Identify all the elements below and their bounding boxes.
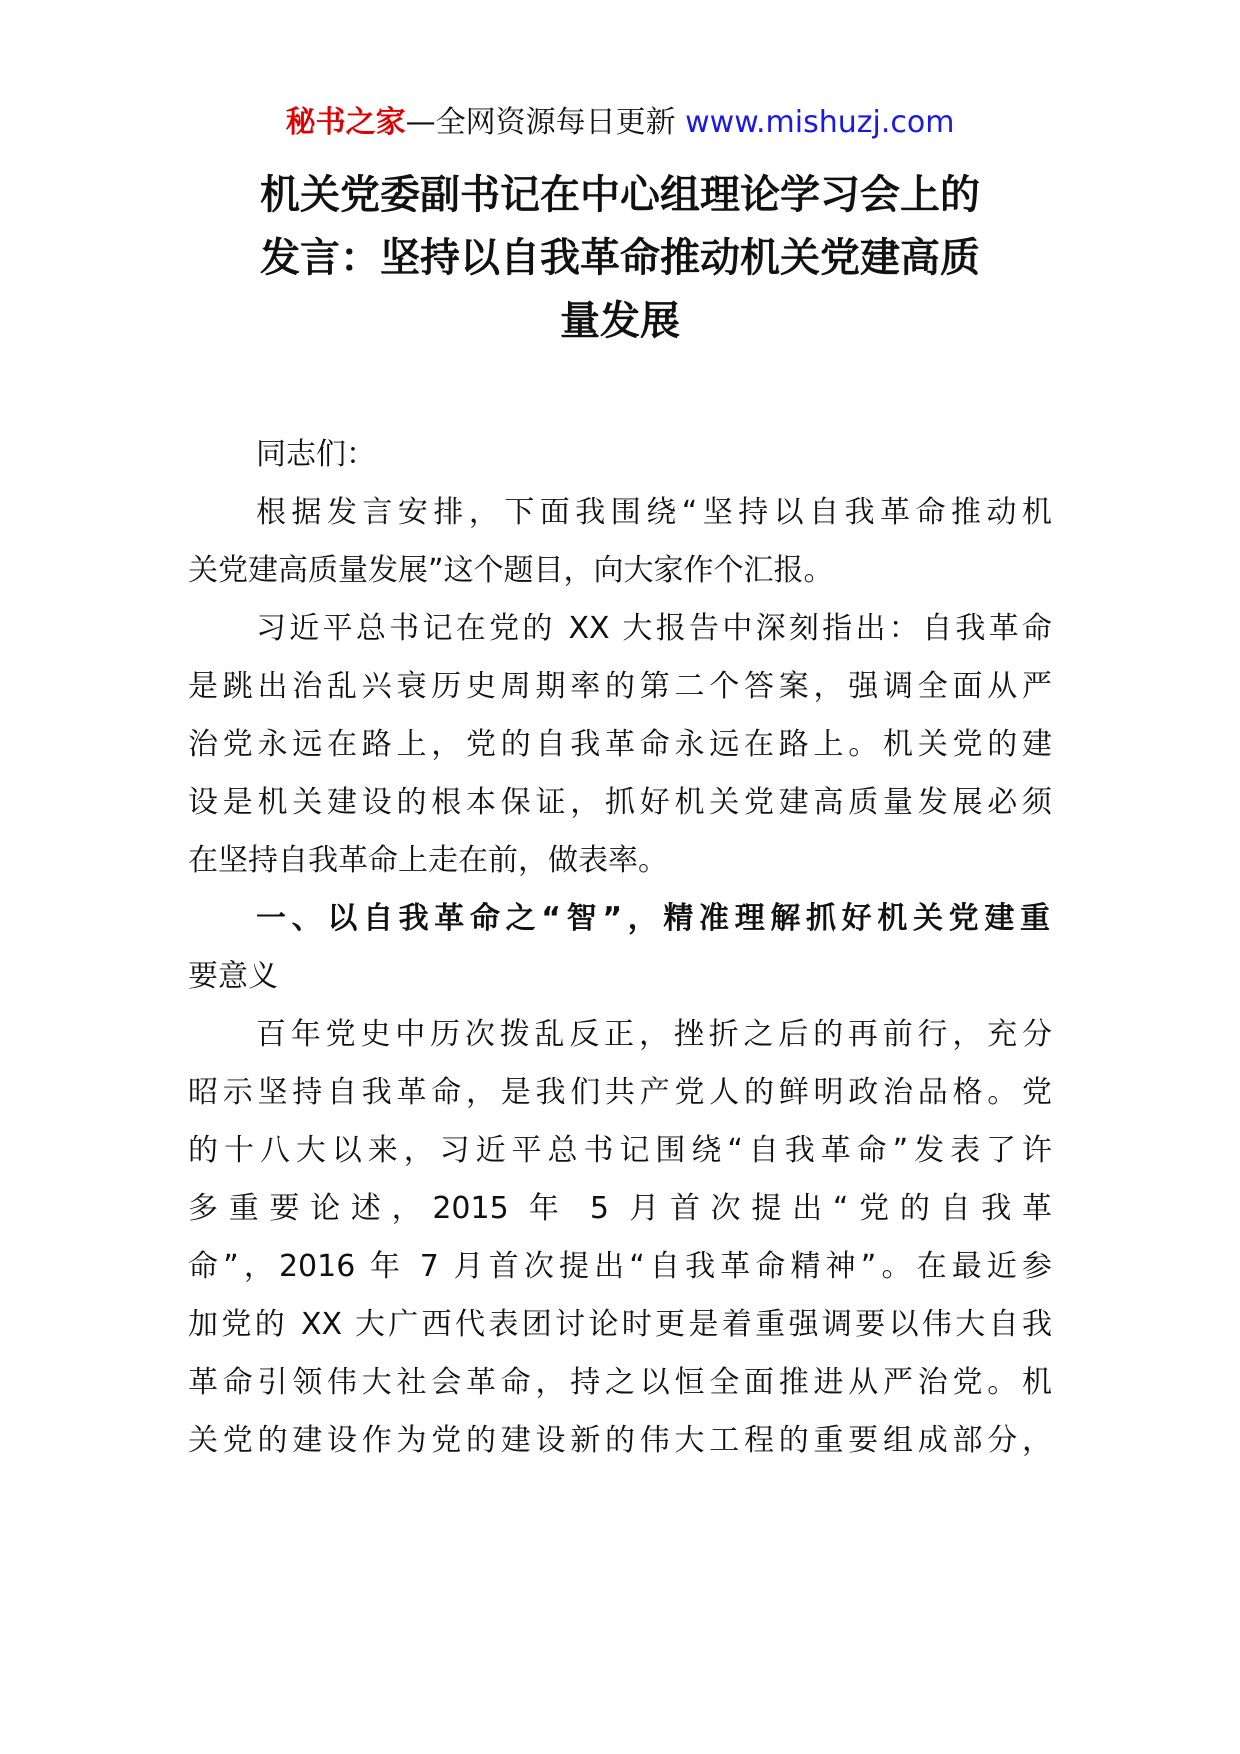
paragraph-line: 在坚持自我革命上走在前，做表率。 [188, 843, 668, 878]
salutation: 同志们： [256, 437, 376, 472]
title-line: 机关党委副书记在中心组理论学习会上的 [260, 172, 980, 218]
title-line: 量发展 [560, 298, 680, 344]
section-heading: 要意义 [188, 959, 278, 994]
brand-name: 秘书之家 [285, 105, 406, 140]
section-heading: 一、以自我革命之“智”，精准理解抓好机关党建重 [256, 901, 1052, 936]
paragraph-line: 百年党史中历次拨乱反正，挫折之后的再前行，充分 [256, 1017, 1052, 1052]
paragraph-line: 关党建高质量发展”这个题目，向大家作个汇报。 [188, 553, 834, 588]
header-banner [0, 98, 1240, 148]
paragraph-line: 关党的建设作为党的建设新的伟大工程的重要组成部分， [188, 1423, 1052, 1458]
document-body [188, 426, 1052, 1470]
paragraph-line: 的十八大以来，习近平总书记围绕“自我革命”发表了许 [188, 1133, 1052, 1168]
paragraph-line: 是跳出治乱兴衰历史周期率的第二个答案，强调全面从严 [188, 669, 1052, 704]
paragraph-line: 设是机关建设的根本保证，抓好机关党建高质量发展必须 [188, 785, 1052, 820]
header-tagline: —全网资源每日更新 [405, 105, 686, 140]
paragraph-line: 习近平总书记在党的 XX 大报告中深刻指出：自我革命 [256, 611, 1052, 646]
paragraph-line: 治党永远在路上，党的自我革命永远在路上。机关党的建 [188, 727, 1052, 762]
paragraph-line: 多重要论述，2015 年 5 月首次提出“党的自我革 [188, 1191, 1052, 1226]
document-title [170, 164, 1070, 353]
site-url-link[interactable]: www.mishuzj.com [685, 105, 955, 140]
paragraph-line: 根据发言安排，下面我围绕“坚持以自我革命推动机 [256, 495, 1052, 530]
paragraph-line: 加党的 XX 大广西代表团讨论时更是着重强调要以伟大自我 [188, 1307, 1052, 1342]
paragraph-line: 革命引领伟大社会革命，持之以恒全面推进从严治党。机 [188, 1365, 1052, 1400]
paragraph-line: 昭示坚持自我革命，是我们共产党人的鲜明政治品格。党 [188, 1075, 1052, 1110]
title-line: 发言：坚持以自我革命推动机关党建高质 [260, 235, 980, 281]
paragraph-line: 命”，2016 年 7 月首次提出“自我革命精神”。在最近参 [188, 1249, 1052, 1284]
